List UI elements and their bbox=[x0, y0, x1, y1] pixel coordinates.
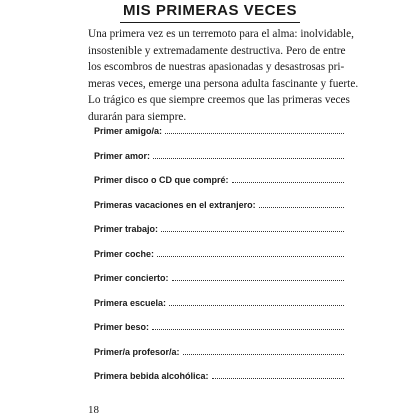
dotted-answer-line[interactable] bbox=[165, 125, 344, 134]
intro-line: los escombros de nuestras apasionadas y desastrosas pri- bbox=[88, 61, 345, 73]
intro-line: Lo trágico es que siempre creemos que las primeras veces bbox=[88, 94, 350, 106]
dotted-answer-line[interactable] bbox=[153, 150, 344, 159]
field-label: Primer/a profesor/a: bbox=[94, 346, 180, 357]
dotted-answer-line[interactable] bbox=[212, 370, 344, 379]
fill-in-field bbox=[94, 199, 344, 224]
fill-in-field bbox=[94, 174, 344, 199]
field-label: Primer trabajo: bbox=[94, 224, 159, 234]
field-label: Primer concierto: bbox=[94, 273, 169, 283]
field-label: Primer beso: bbox=[94, 322, 150, 332]
intro-line: meras veces, emerge una persona adulta fascinante y fuerte. bbox=[88, 77, 359, 90]
dotted-answer-line[interactable] bbox=[232, 174, 344, 183]
dotted-answer-line[interactable] bbox=[161, 223, 344, 232]
fill-in-field bbox=[94, 125, 344, 150]
intro-line: insostenible y extremadamente destructiva. Pero de entre bbox=[88, 44, 346, 57]
fill-in-field bbox=[94, 346, 344, 371]
field-label: Primeras vacaciones en el extranjero: bbox=[94, 199, 256, 210]
fill-in-field bbox=[94, 321, 344, 346]
fill-in-field bbox=[94, 223, 344, 248]
field-label: Primera bebida alcohólica: bbox=[94, 371, 209, 381]
field-label: Primer coche: bbox=[94, 248, 155, 259]
fill-in-field bbox=[94, 370, 344, 395]
fill-in-field bbox=[94, 272, 344, 297]
intro-paragraph bbox=[88, 26, 359, 125]
dotted-answer-line[interactable] bbox=[172, 272, 344, 281]
field-label: Primer amigo/a: bbox=[94, 126, 163, 136]
dotted-answer-line[interactable] bbox=[169, 297, 344, 306]
title-rule bbox=[120, 22, 300, 23]
field-label: Primer amor: bbox=[94, 150, 151, 161]
fill-in-field bbox=[94, 150, 344, 175]
fill-in-field bbox=[94, 297, 344, 322]
dotted-answer-line[interactable] bbox=[183, 346, 344, 355]
field-label: Primer disco o CD que compré: bbox=[94, 175, 229, 185]
intro-line: Una primera vez es un terremoto para el alma: inolvidable, bbox=[88, 28, 354, 40]
dotted-answer-line[interactable] bbox=[152, 321, 344, 330]
page-title: MIS PRIMERAS VECES bbox=[122, 2, 298, 19]
fill-in-field bbox=[94, 248, 344, 273]
dotted-answer-line[interactable] bbox=[157, 248, 344, 257]
field-label: Primera escuela: bbox=[94, 297, 167, 308]
fill-in-list bbox=[94, 125, 344, 395]
intro-line: durarán para siempre. bbox=[88, 110, 187, 123]
dotted-answer-line[interactable] bbox=[259, 199, 344, 208]
page-number: 18 bbox=[88, 404, 99, 416]
